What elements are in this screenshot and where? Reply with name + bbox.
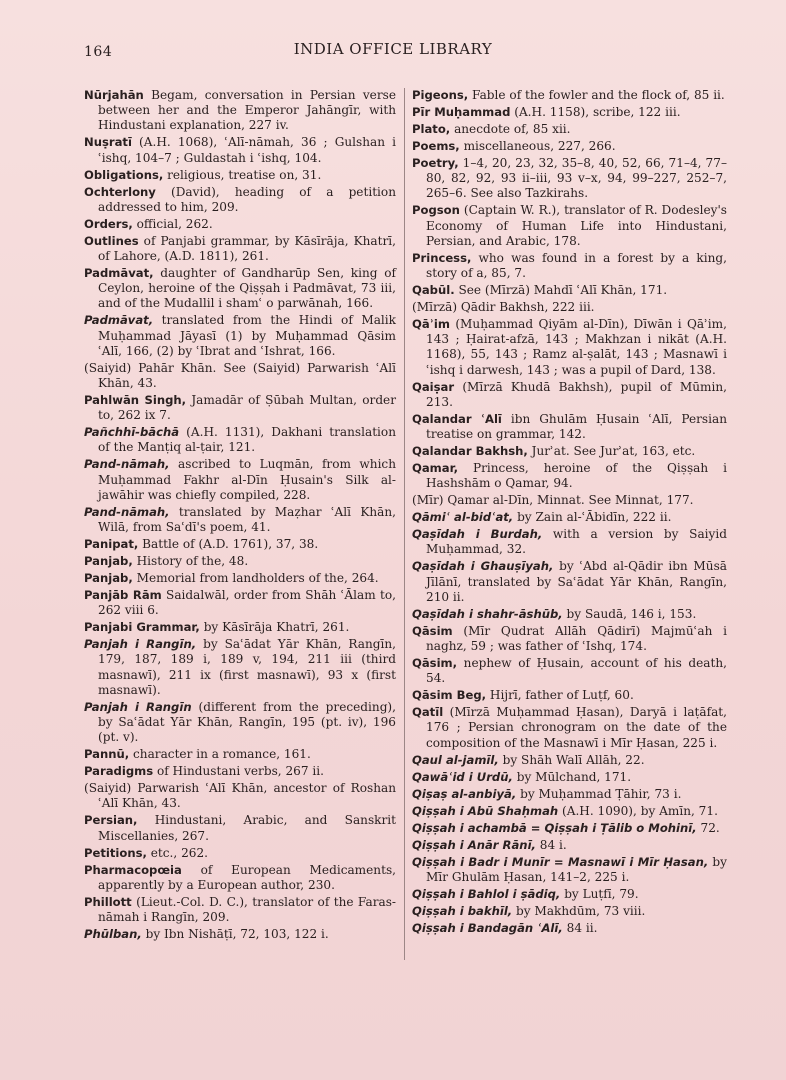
entry-text: (Lieut.-Col. D. C.), translator of the Faras-nāmah i Rangīn, 209. (98, 894, 396, 925)
index-entry (84, 425, 396, 455)
index-entry (412, 300, 727, 315)
entry-text: 84 i. (535, 837, 567, 852)
entry-text: by Mūlchand, 171. (512, 769, 632, 784)
entry-text: by ʿAbd al-Qādir ibn Mūsā Jīlānī, translated by Saʿādat Yār Khān, Rangīn, 210 ii. (426, 559, 727, 604)
index-entry (84, 863, 396, 893)
index-entry (84, 781, 396, 811)
index-entry (412, 203, 727, 249)
index-entry (412, 105, 727, 120)
entry-text: (A.H. 1068), ʿAlī-nāmah, 36 ; Gulshan i ʿishq, 104–7 ; Guldastah i ʿishq, 104. (98, 135, 396, 165)
entry-text: with a version by Saiyid Muḥammad, 32. (426, 527, 727, 557)
entry-headword: Pigeons, (412, 88, 469, 102)
entry-text: (David), heading of a petition addressed to him, 209. (98, 184, 396, 214)
entry-headword: Pīr Muḥammad (412, 105, 511, 119)
index-entry (84, 637, 396, 698)
index-entry (84, 234, 396, 264)
entry-text: by Kāsīrāja Khatrī, 261. (199, 620, 350, 635)
entry-text: 72. (696, 820, 720, 835)
entry-headword: Obligations, (84, 167, 164, 182)
index-entry (412, 787, 727, 802)
entry-text: 84 ii. (562, 920, 598, 935)
entry-text: by Mīr Ghulām Ḥasan, 141–2, 225 i. (426, 854, 728, 884)
entry-text: religious, treatise on, 31. (163, 167, 322, 182)
entry-text: by Saʿādat Yār Khān, Rangīn, 179, 187, 189 i, 189 v, 194, 211 iii (third masnawī), 211 ix (first masnawī), 93 x (first masnawī). (98, 637, 396, 697)
running-title: INDIA OFFICE LIBRARY (293, 40, 493, 58)
index-entry (412, 139, 727, 154)
entry-headword: Qalandar ʿAlī (412, 411, 502, 426)
index-entry (84, 185, 396, 215)
index-entry (84, 457, 396, 503)
index-entry (412, 904, 727, 919)
index-entry (84, 588, 396, 618)
entry-headword: Qaṣīdah i Burdah, (412, 527, 543, 542)
index-entry (412, 821, 727, 836)
entry-text: Princess, heroine of the Qiṣṣah i Hashshām o Qamar, 94. (426, 461, 727, 491)
index-entry (412, 656, 727, 686)
entry-text: (Saiyid) Parwarish ʿAlī Khān, ancestor of Roshan ʿAlī Khān, 43. (84, 781, 396, 811)
entry-text: by Zain al-ʿĀbidīn, 222 ii. (513, 510, 672, 525)
entry-text: etc., 262. (146, 845, 209, 860)
entry-text: by Ibn Nishāṭī, 72, 103, 122 i. (141, 927, 329, 942)
index-entry (84, 747, 396, 762)
index-entry (84, 700, 396, 746)
entry-text: ibn Ghulām Ḥusain ʿAlī, Persian treatise on grammar, 142. (426, 411, 727, 442)
entry-text: (Saiyid) Pahār Khān. See (Saiyid) Parwarish ʿAlī Khān, 43. (84, 360, 396, 391)
entry-headword: Panjāb Rām (84, 588, 162, 603)
entry-text: Jamadār of Ṣūbah Multan, order to, 262 ix 7. (98, 393, 396, 423)
entry-headword: Phillott (84, 894, 132, 909)
entry-text: (Captain W. R.), translator of R. Dodesley's Economy of Human Life into Hindustani, Persian, and Arabic, 178. (426, 203, 727, 248)
entry-headword: Pannū, (84, 747, 130, 762)
entry-headword: Qiṣṣah i Bandagān ʿAlī, (412, 920, 563, 935)
index-entry (84, 505, 396, 535)
entry-headword: Persian, (84, 813, 138, 828)
entry-headword: Qāsim Beg, (412, 688, 487, 703)
entry-text: of Hindustani verbs, 267 ii. (153, 764, 324, 779)
entry-text: translated from the Hindi of Malik Muḥammad Jāyasī (1) by Muḥammad Qāsim ʿAlī, 166, (2) by ʿIbrat and ʿIshrat, 166. (98, 313, 396, 358)
index-entry (412, 887, 727, 902)
entry-text: Hijrī, father of Luṭf, 60. (486, 688, 634, 703)
entry-text: by Saudā, 146 i, 153. (562, 606, 697, 621)
entry-headword: Panjabi Grammar, (84, 620, 200, 635)
entry-headword: Ochterlony (84, 184, 156, 199)
entry-headword: Qaul al-jamīl, (412, 752, 499, 767)
index-entry (412, 461, 727, 491)
entry-text: History of the, 48. (132, 554, 249, 569)
entry-headword: Qiṣṣah i Abū Shaḥmah (412, 803, 559, 818)
entry-text: Memorial from landholders of the, 264. (132, 571, 379, 586)
page-number: 164 (84, 44, 113, 60)
index-entry (84, 266, 396, 312)
index-entry (412, 804, 727, 819)
entry-headword: Nūrjahān (84, 88, 144, 102)
entry-text: official, 262. (132, 216, 213, 231)
entry-headword: Pañchhī-bāchā (84, 425, 180, 440)
entry-text: by Makhdūm, 73 viii. (512, 903, 646, 918)
entry-text: 1–4, 20, 23, 32, 35–8, 40, 52, 66, 71–4, 77–80, 82, 92, 93 ii–iii, 93 v–x, 94, 99–227, 252–7, 265–6. See also Tazkirahs. (426, 156, 727, 201)
column-divider (404, 88, 405, 960)
entry-text: ascribed to Luqmān, from which Muḥammad Fakhr al-Dīn Ḥusain's Silk al-jawāhir was chiefly compiled, 228. (98, 457, 396, 502)
entry-headword: Qiṣṣah i achambā = Qiṣṣah i Ṭālib o Mohinī, (412, 820, 697, 835)
index-entry (412, 444, 727, 459)
index-entry (412, 412, 727, 442)
entry-text: daughter of Gandharūp Sen, king of Ceylon, heroine of the Qiṣṣah i Padmāvat, 73 iii, and of the Mudallil i shamʿ o parwānah, 166. (98, 266, 396, 311)
page-header (84, 40, 702, 64)
index-entry (84, 571, 396, 586)
entry-headword: Qiṣṣah i Anār Rānī, (412, 837, 536, 852)
entry-headword: Padmāvat, (84, 313, 154, 328)
entry-text: (Mīr Qudrat Allāh Qādirī) Majmūʿah i naghz, 59 ; was father of ʿIshq, 174. (426, 623, 727, 654)
entry-text: by Shāh Walī Allāh, 22. (498, 752, 645, 767)
entry-headword: Pogson (412, 203, 460, 218)
entry-text: Hindustani, Arabic, and Sanskrit Miscellanies, 267. (98, 813, 396, 843)
entry-headword: Qāsim, (412, 656, 458, 671)
index-entry (412, 705, 727, 751)
entry-text: Battle of (A.D. 1761), 37, 38. (138, 537, 319, 552)
entry-headword: Qabūl. (412, 283, 455, 298)
index-entry (84, 393, 396, 423)
index-entry (84, 135, 396, 165)
entry-headword: Qāmiʿ al-bidʿat, (412, 510, 514, 525)
entry-text: (A.H. 1158), scribe, 122 iii. (510, 105, 681, 119)
entry-text: Fable of the fowler and the flock of, 85 ii. (468, 88, 725, 102)
entry-headword: Pand-nāmah, (84, 457, 170, 472)
entry-headword: Petitions, (84, 845, 147, 860)
index-entry (84, 813, 396, 843)
entry-headword: Panipat, (84, 537, 139, 552)
entry-headword: Plato, (412, 122, 451, 136)
entry-text: by Muḥammad Ṭāhir, 73 i. (516, 786, 682, 801)
index-entry (412, 921, 727, 936)
entry-text: anecdote of, 85 xii. (450, 122, 571, 136)
index-entry (412, 527, 727, 557)
entry-text: miscellaneous, 227, 266. (459, 139, 616, 153)
entry-headword: Panjab, (84, 554, 133, 569)
entry-headword: Qaṣīdah i shahr-āshūb, (412, 606, 563, 621)
entry-headword: Panjah i Rangīn (84, 699, 192, 714)
entry-headword: Qiṣṣah i Bahlol i ṣādiq, (412, 886, 561, 901)
entry-text: (Mīr) Qamar al-Dīn, Minnat. See Minnat, 177. (412, 493, 694, 508)
entry-text: Begam, conversation in Persian verse between her and the Emperor Jahāngīr, with Hindustani explanation, 227 iv. (98, 88, 396, 133)
entry-headword: Pahlwān Singh, (84, 393, 187, 408)
entry-headword: Padmāvat, (84, 266, 154, 281)
entry-text: (Mīrzā Muḥammad Ḥasan), Daryā i laṭāfat, 176 ; Persian chronogram on the date of the composition of the Masnawī i Mīr Ḥasan, 225 i. (426, 705, 727, 750)
index-entry (84, 361, 396, 391)
entry-text: (Muḥammad Qiyām al-Dīn), Dīwān i Qāʾim, 143 ; Ḥairat-afzā, 143 ; Makhzan i nikāt (A.H. 1168), 55, 143 ; Ramz al-ṣalāt, 143 ; Masnawī i ʿishq i darwesh, 143 ; was a pupil of Dard, 138. (426, 317, 727, 377)
entry-headword: Qatīl (412, 705, 444, 720)
entry-headword: Nuṣratī (84, 135, 132, 150)
index-entry (84, 88, 396, 134)
entry-headword: Qiṣṣah i Badr i Munīr = Masnawī i Mīr Ḥasan, (412, 854, 709, 869)
entry-text: Jurʾat. See Jurʾat, 163, etc. (527, 444, 696, 459)
index-entry (412, 493, 727, 508)
entry-text: (different from the preceding), by Saʿādat Yār Khān, Rangīn, 195 (pt. iv), 196 (pt. v). (98, 699, 396, 745)
entry-headword: Poems, (412, 139, 460, 153)
entry-headword: Outlines (84, 233, 139, 248)
index-entry (84, 764, 396, 779)
index-entry (412, 688, 727, 703)
index-entry (412, 753, 727, 768)
index-entry (412, 559, 727, 605)
entry-text: of European Medicaments, apparently by a European author, 230. (98, 862, 396, 892)
entry-text: (Mīrzā) Qādir Bakhsh, 222 iii. (412, 300, 595, 315)
entry-headword: Paradigms (84, 764, 154, 779)
index-entry (412, 156, 727, 202)
entry-text: nephew of Ḥusain, account of his death, 54. (426, 656, 727, 686)
entry-text: character in a romance, 161. (129, 747, 311, 762)
index-entry (412, 122, 727, 137)
index-entry (84, 217, 396, 232)
entry-headword: Phūlban, (84, 927, 142, 942)
index-entry (412, 283, 727, 298)
entry-text: who was found in a forest by a king, story of a, 85, 7. (426, 250, 727, 281)
index-entry (412, 510, 727, 525)
index-entry (84, 927, 396, 942)
entry-headword: Panjah i Rangīn, (84, 637, 197, 652)
entry-headword: Qamar, (412, 461, 459, 476)
entry-headword: Qāʾim (412, 317, 450, 332)
entry-headword: Qaiṣar (412, 379, 455, 394)
entry-headword: Pand-nāmah, (84, 504, 170, 519)
entry-headword: Qawāʿid i Urdū, (412, 769, 513, 784)
index-entry (84, 537, 396, 552)
index-column-left (84, 88, 396, 944)
index-entry (84, 620, 396, 635)
entry-headword: Qalandar Bakhsh, (412, 444, 528, 459)
index-entry (412, 855, 727, 885)
entry-headword: Qaṣīdah i Ghauṣīyah, (412, 559, 554, 574)
entry-headword: Qiṣṣah i bakhīl, (412, 903, 513, 918)
entry-headword: Pharmacopœia (84, 862, 182, 877)
entry-text: by Luṭfī, 79. (560, 886, 639, 901)
index-entry (84, 554, 396, 569)
index-entry (84, 168, 396, 183)
entry-text: (A.H. 1090), by Amīn, 71. (558, 803, 718, 818)
index-entry (412, 838, 727, 853)
index-entry (84, 313, 396, 359)
index-entry (412, 88, 727, 103)
index-entry (84, 846, 396, 861)
entry-headword: Qiṣaṣ al-anbiyā, (412, 786, 517, 801)
entry-headword: Panjab, (84, 571, 133, 586)
index-entry (412, 317, 727, 378)
entry-headword: Poetry, (412, 156, 459, 170)
entry-text: translated by Maẓhar ʿAlī Khān, Wilā, from Saʿdī's poem, 41. (98, 504, 396, 535)
entry-headword: Princess, (412, 250, 472, 265)
index-entry (412, 380, 727, 410)
entry-headword: Qāsim (412, 623, 453, 638)
index-entry (412, 251, 727, 281)
entry-text: (Mīrzā Khudā Bakhsh), pupil of Mūmin, 213. (426, 379, 727, 409)
index-column-right (412, 88, 727, 938)
index-entry (412, 770, 727, 785)
entry-text: See (Mīrzā) Mahdī ʿAlī Khān, 171. (454, 283, 668, 298)
entry-text: (A.H. 1131), Dakhani translation of the Manṭiq al-ṭair, 121. (98, 425, 396, 455)
entry-text: Saidalwāl, order from Shāh ʿĀlam to, 262 viii 6. (98, 588, 396, 618)
entry-headword: Orders, (84, 216, 133, 231)
entry-text: of Panjabi grammar, by Kāsīrāja, Khatrī, of Lahore, (A.D. 1811), 261. (98, 233, 396, 264)
index-entry (84, 895, 396, 925)
index-entry (412, 607, 727, 622)
index-entry (412, 624, 727, 654)
